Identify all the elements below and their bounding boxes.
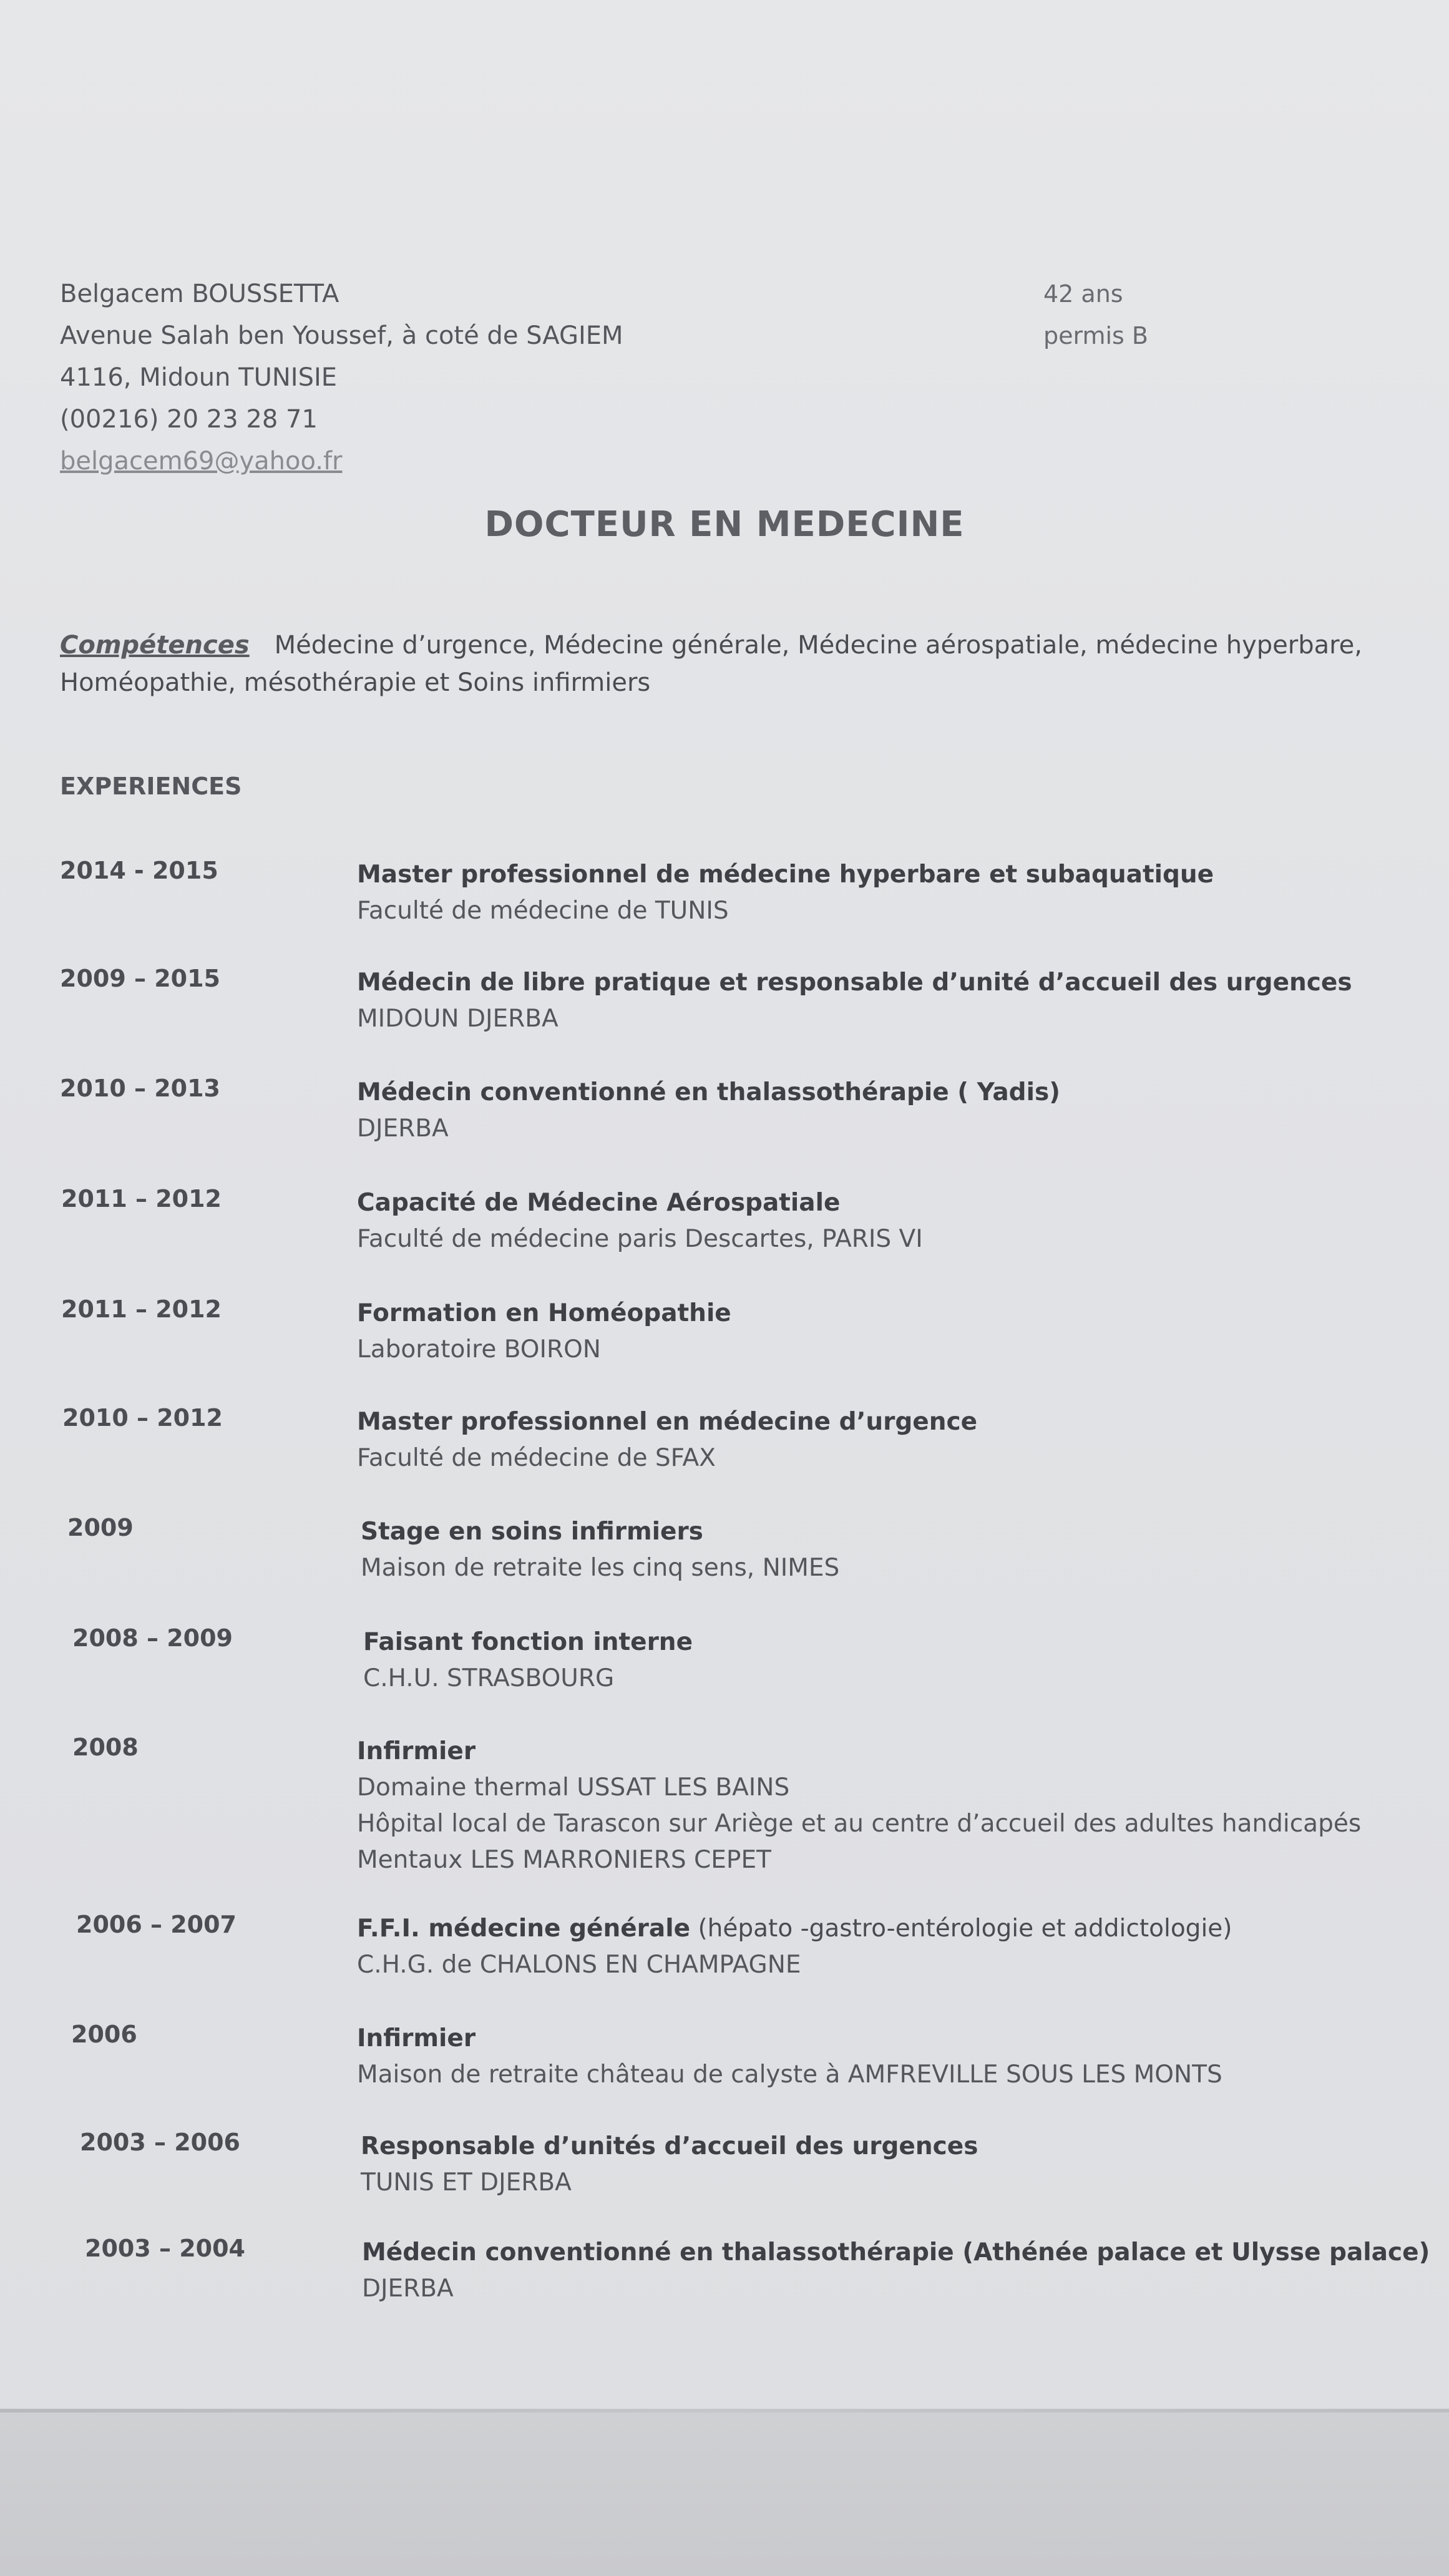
contact-phone: (00216) 20 23 28 71	[60, 405, 318, 434]
skills-label: Compétences	[60, 631, 250, 660]
experience-role: Formation en Homéopathie	[357, 1299, 731, 1327]
experience-role: Médecin de libre pratique et responsable d’unité d’accueil des urgences	[357, 968, 1352, 997]
experience-details	[357, 1295, 1430, 1368]
experience-place: TUNIS ET DJERBA	[361, 2169, 572, 2197]
experience-place: Domaine thermal USSAT LES BAINS	[357, 1773, 790, 1802]
experience-place: Maison de retraite les cinq sens, NIMES	[361, 1554, 840, 1582]
experience-dates: 2009 – 2015	[60, 965, 220, 992]
cv-title: DOCTEUR EN MEDECINE	[484, 504, 965, 545]
experience-role: F.F.I. médecine générale	[357, 1915, 691, 1943]
experience-dates: 2003 – 2006	[80, 2129, 240, 2156]
experience-place: C.H.U. STRASBOURG	[363, 1664, 615, 1692]
experience-dates: 2009	[67, 1514, 134, 1541]
skills-text: Médecine d’urgence, Médecine générale, Médecine aérospatiale, médecine hyperbare, Homéopathie, mésothérapie et Soins infirmiers	[60, 631, 1362, 697]
experience-role: Responsable d’unités d’accueil des urgences	[361, 2132, 978, 2160]
experience-place: Maison de retraite château de calyste à AMFREVILLE SOUS LES MONTS	[357, 2061, 1222, 2089]
experiences-heading: EXPERIENCES	[60, 773, 242, 800]
experience-dates: 2011 – 2012	[61, 1295, 222, 1323]
experience-details	[357, 1734, 1430, 1878]
experience-details	[357, 965, 1430, 1037]
contact-email-link[interactable]: belgacem69@yahoo.fr	[60, 447, 343, 476]
experience-details	[357, 2021, 1430, 2093]
experience-role: Stage en soins infirmiers	[361, 1518, 703, 1546]
experience-role: Infirmier	[357, 2024, 476, 2052]
experience-role: Infirmier	[357, 1737, 476, 1765]
experience-details	[357, 1911, 1430, 1983]
experience-dates: 2006 – 2007	[76, 1911, 237, 1938]
experience-details	[361, 2129, 1434, 2201]
experience-role: Médecin conventionné en thalassothérapie (Athénée palace et Ulysse palace)	[362, 2238, 1430, 2266]
experience-details	[357, 857, 1430, 929]
experience-dates: 2008	[72, 1734, 139, 1761]
experience-place: MIDOUN DJERBA	[357, 1005, 559, 1033]
age: 42 ans	[1043, 280, 1123, 308]
surface-below-paper	[0, 2413, 1449, 2576]
experience-dates: 2003 – 2004	[85, 2235, 245, 2262]
experience-details	[361, 1514, 1434, 1586]
experience-role: Faisant fonction interne	[363, 1628, 693, 1656]
skills-section	[60, 627, 1420, 701]
experience-place: Faculté de médecine de SFAX	[357, 1444, 716, 1472]
contact-block	[60, 273, 623, 482]
experience-role: Capacité de Médecine Aérospatiale	[357, 1189, 841, 1217]
driving-license: permis B	[1043, 322, 1148, 349]
experience-place: DJERBA	[357, 1115, 449, 1143]
experience-details	[357, 1185, 1430, 1257]
personal-info	[1043, 273, 1148, 357]
experience-details	[357, 1404, 1430, 1476]
experience-role: Master professionnel en médecine d’urgence	[357, 1408, 978, 1436]
experience-place: Laboratoire BOIRON	[357, 1335, 601, 1364]
contact-address-line2: 4116, Midoun TUNISIE	[60, 363, 338, 392]
experience-place: DJERBA	[362, 2275, 454, 2303]
experience-details	[362, 2235, 1435, 2307]
experience-role: Master professionnel de médecine hyperbare et subaquatique	[357, 861, 1214, 889]
contact-name: Belgacem BOUSSETTA	[60, 280, 339, 308]
experience-dates: 2006	[71, 2021, 137, 2048]
experience-dates: 2014 - 2015	[60, 857, 218, 884]
experience-place: Mentaux LES MARRONIERS CEPET	[357, 1846, 771, 1874]
experience-dates: 2010 – 2013	[60, 1075, 220, 1102]
experience-place: C.H.G. de CHALONS EN CHAMPAGNE	[357, 1951, 801, 1979]
experience-dates: 2010 – 2012	[62, 1404, 223, 1432]
experience-role-detail: (hépato -gastro-entérologie et addictologie)	[690, 1915, 1232, 1943]
experience-role: Médecin conventionné en thalassothérapie ( Yadis)	[357, 1078, 1060, 1106]
contact-address-line1: Avenue Salah ben Youssef, à coté de SAGIEM	[60, 321, 623, 350]
experience-place: Faculté de médecine paris Descartes, PARIS VI	[357, 1225, 923, 1253]
experience-dates: 2011 – 2012	[61, 1185, 222, 1212]
experience-place: Faculté de médecine de TUNIS	[357, 897, 729, 925]
experience-place: Hôpital local de Tarascon sur Ariège et au centre d’accueil des adultes handicapés	[357, 1810, 1362, 1838]
experience-details	[357, 1075, 1430, 1147]
experience-dates: 2008 – 2009	[72, 1624, 233, 1652]
experience-details	[363, 1624, 1437, 1697]
